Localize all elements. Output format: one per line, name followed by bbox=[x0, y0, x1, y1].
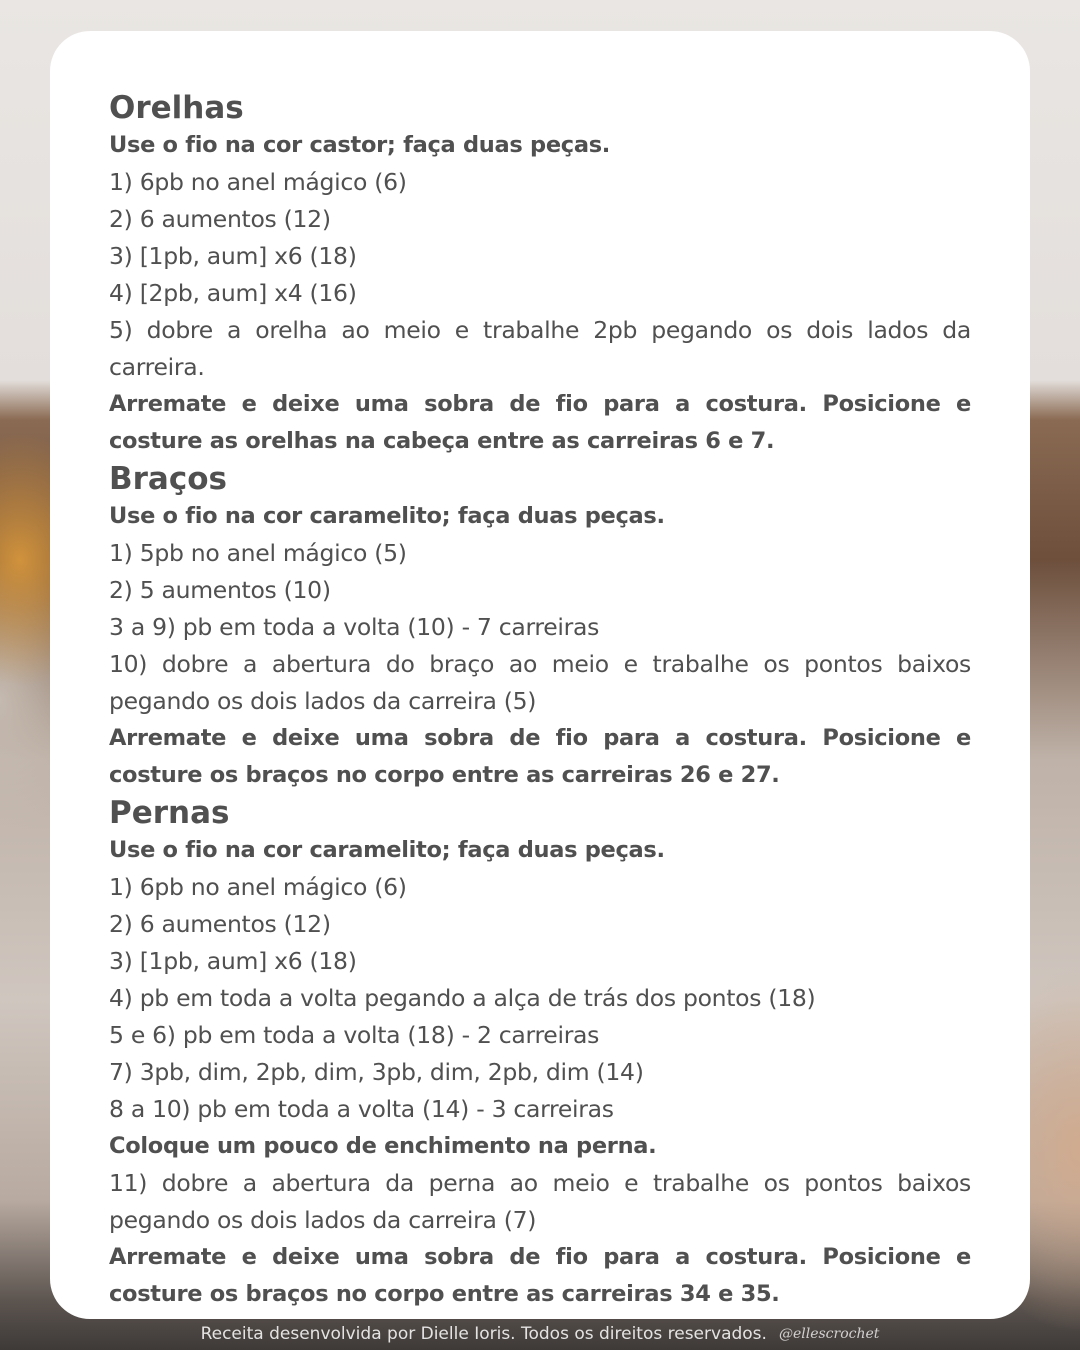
instruction-line: 3) [1pb, aum] x6 (18) bbox=[109, 242, 357, 270]
instruction-line: Arremate e deixe uma sobra de fio para a costura. Posicione e costure os braços no corpo entre as carreiras 34 e 35. bbox=[109, 1244, 971, 1307]
instruction-line: 4) [2pb, aum] x4 (16) bbox=[109, 279, 357, 307]
instruction-line: Coloque um pouco de enchimento na perna. bbox=[109, 1133, 657, 1159]
instruction-line: 8 a 10) pb em toda a volta (14) - 3 carreiras bbox=[109, 1095, 614, 1123]
instruction-line: 10) dobre a abertura do braço ao meio e trabalhe os pontos baixos pegando os dois lados da carreira (5) bbox=[109, 650, 971, 715]
section-pernas bbox=[109, 794, 971, 1313]
instruction-line: 2) 6 aumentos (12) bbox=[109, 910, 331, 938]
instruction-line: 1) 6pb no anel mágico (6) bbox=[109, 873, 407, 901]
instruction-line: 3 a 9) pb em toda a volta (10) - 7 carreiras bbox=[109, 613, 600, 641]
instruction-line: 3) [1pb, aum] x6 (18) bbox=[109, 947, 357, 975]
section-bracos bbox=[109, 460, 971, 794]
section-title: Pernas bbox=[109, 795, 230, 831]
instruction-line: 2) 6 aumentos (12) bbox=[109, 205, 331, 233]
instruction-line: 1) 5pb no anel mágico (5) bbox=[109, 539, 407, 567]
instruction-line: Arremate e deixe uma sobra de fio para a costura. Posicione e costure as orelhas na cabeça entre as carreiras 6 e 7. bbox=[109, 391, 971, 454]
instruction-line: Use o fio na cor castor; faça duas peças. bbox=[109, 132, 611, 158]
author-handle: @ellescrochet bbox=[778, 1326, 880, 1342]
instruction-line: Use o fio na cor caramelito; faça duas peças. bbox=[109, 837, 665, 863]
section-orelhas bbox=[109, 89, 971, 460]
copyright-credit: Receita desenvolvida por Dielle Ioris. Todos os direitos reservados. bbox=[200, 1324, 767, 1344]
instruction-line: 5) dobre a orelha ao meio e trabalhe 2pb pegando os dois lados da carreira. bbox=[109, 316, 971, 381]
instruction-line: 4) pb em toda a volta pegando a alça de trás dos pontos (18) bbox=[109, 984, 816, 1012]
instruction-line: 2) 5 aumentos (10) bbox=[109, 576, 331, 604]
footer bbox=[0, 1318, 1080, 1350]
instruction-line: 11) dobre a abertura da perna ao meio e trabalhe os pontos baixos pegando os dois lados da carreira (7) bbox=[109, 1169, 971, 1234]
section-title: Braços bbox=[109, 461, 227, 497]
instruction-line: Arremate e deixe uma sobra de fio para a costura. Posicione e costure os braços no corpo entre as carreiras 26 e 27. bbox=[109, 725, 971, 788]
section-title: Orelhas bbox=[109, 90, 244, 126]
instruction-line: Use o fio na cor caramelito; faça duas peças. bbox=[109, 503, 665, 529]
instruction-line: 5 e 6) pb em toda a volta (18) - 2 carreiras bbox=[109, 1021, 600, 1049]
instruction-line: 7) 3pb, dim, 2pb, dim, 3pb, dim, 2pb, dim (14) bbox=[109, 1058, 644, 1086]
instruction-line: 1) 6pb no anel mágico (6) bbox=[109, 168, 407, 196]
recipe-card bbox=[50, 31, 1030, 1319]
